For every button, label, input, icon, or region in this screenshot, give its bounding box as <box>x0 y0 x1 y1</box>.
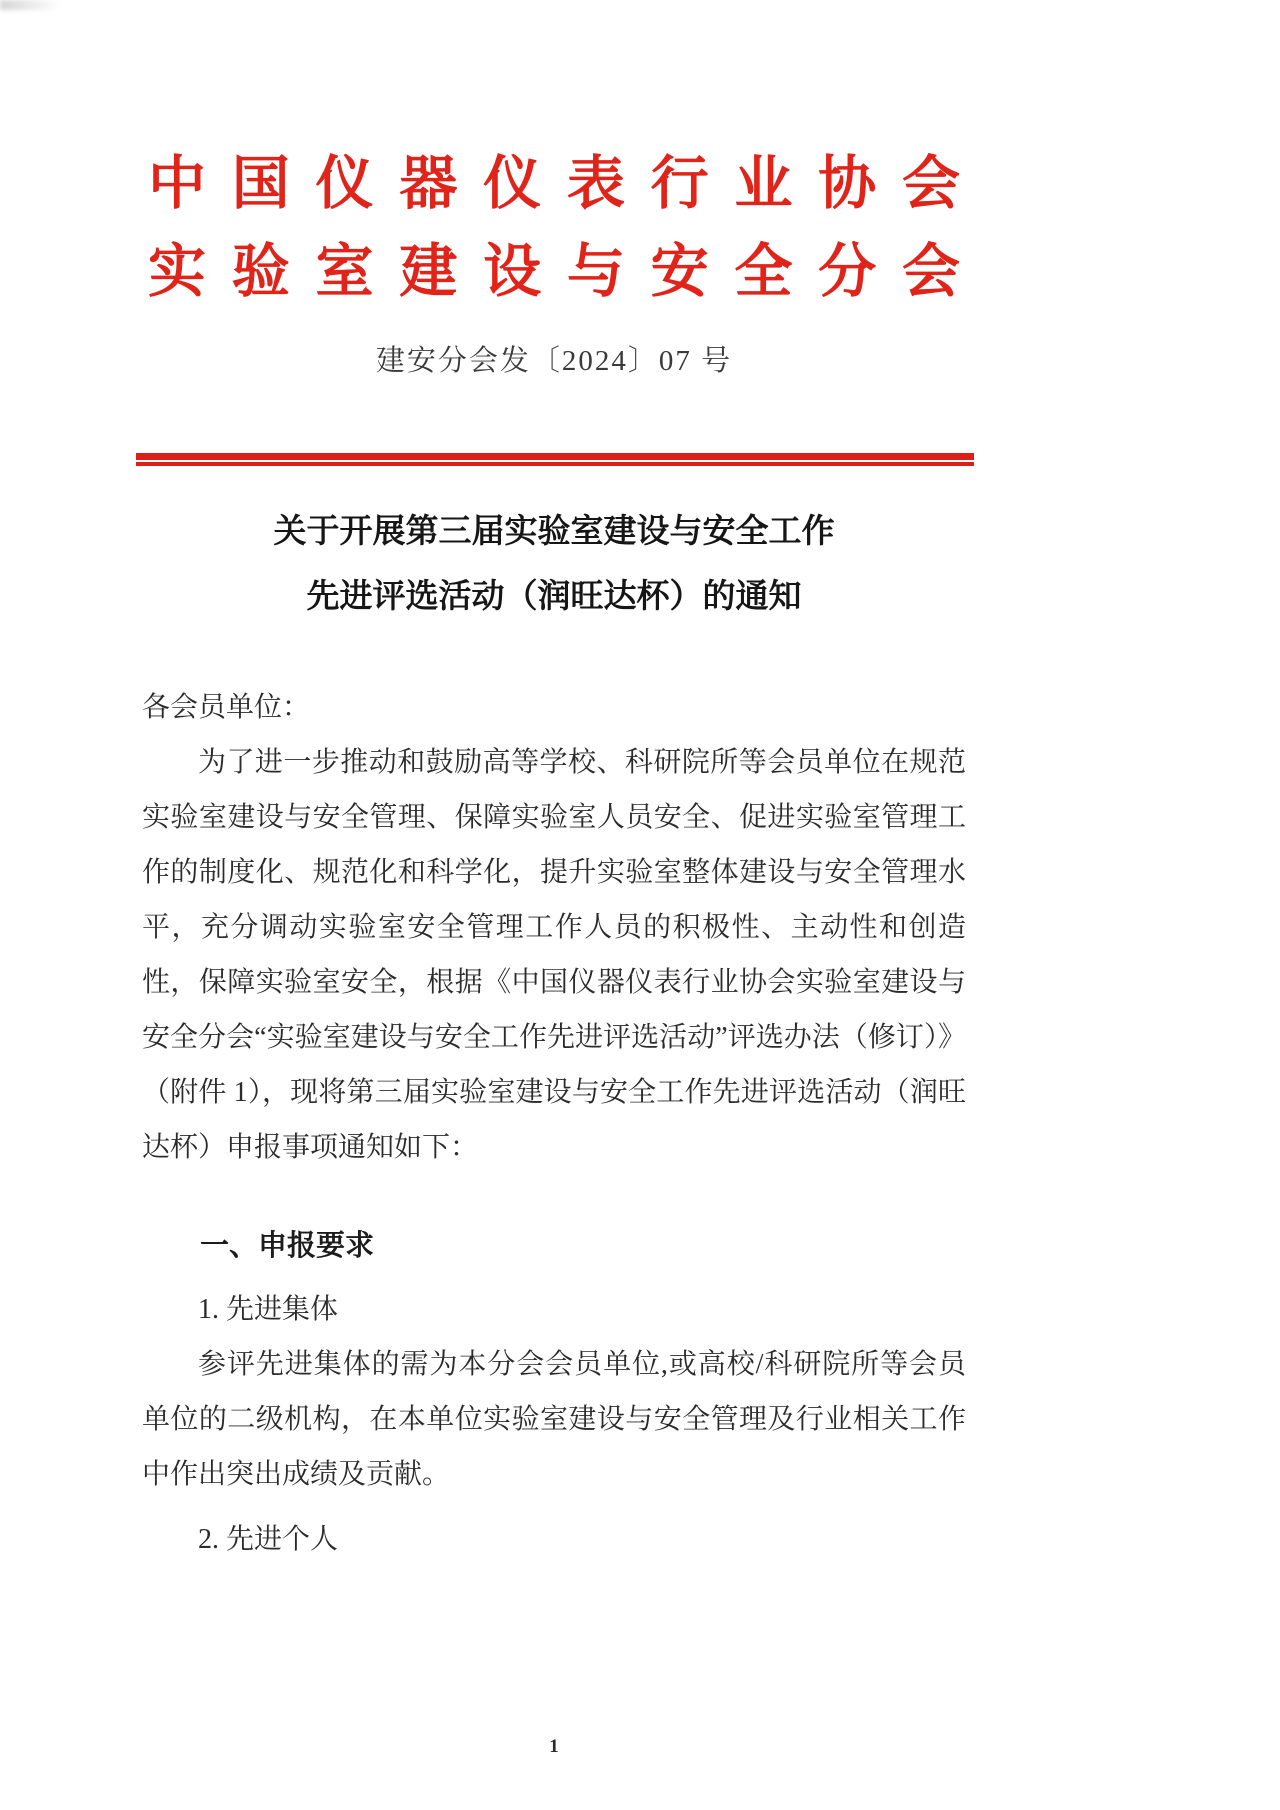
letterhead <box>142 0 966 466</box>
item-1-title: 1. 先进集体 <box>198 1294 339 1325</box>
notice-title-line2: 先进评选活动（润旺达杯）的通知 <box>306 577 802 614</box>
item-1-body: 参评先进集体的需为本分会会员单位,或高校/科研院所等会员单位的二级机构，在本单位实验室建设与安全管理及行业相关工作中作出突出成绩及贡献。 <box>142 1349 966 1490</box>
notice-text <box>142 680 966 1567</box>
document-number: 建安分会发〔2024〕07 号 <box>375 345 733 377</box>
notice-title <box>142 498 966 628</box>
document-body <box>142 498 966 1567</box>
section-heading-application-requirements: 一、申报要求 <box>200 1230 375 1262</box>
salutation: 各会员单位： <box>142 692 311 723</box>
red-divider-rule <box>136 453 974 466</box>
org-name-line2: 实验室建设与安全分会 <box>148 239 960 304</box>
page-number: 1 <box>549 1736 559 1757</box>
intro-paragraph: 为了进一步推动和鼓励高等学校、科研院所等会员单位在规范实验室建设与安全管理、保障实验室人员安全、促进实验室管理工作的制度化、规范化和科学化，提升实验室整体建设与安全管理水平，充分调动实验室安全管理工作人员的积极性、主动性和创造性，保障实验室安全，根据《中国仪器仪表行业协会实验室建设与安全分会“实验室建设与安全工作先进评选活动”评选办法（修订）》（附件 1），现将第三届实验室建设与安全工作先进评选活动（润旺达杯）申报事项通知如下： <box>142 747 966 1163</box>
org-name-line1: 中国仪器仪表行业协会 <box>148 151 960 216</box>
document-content <box>142 0 966 1567</box>
item-2-title: 2. 先进个人 <box>198 1524 339 1555</box>
scan-artifact <box>0 0 60 10</box>
notice-title-line1: 关于开展第三届实验室建设与安全工作 <box>273 512 835 549</box>
